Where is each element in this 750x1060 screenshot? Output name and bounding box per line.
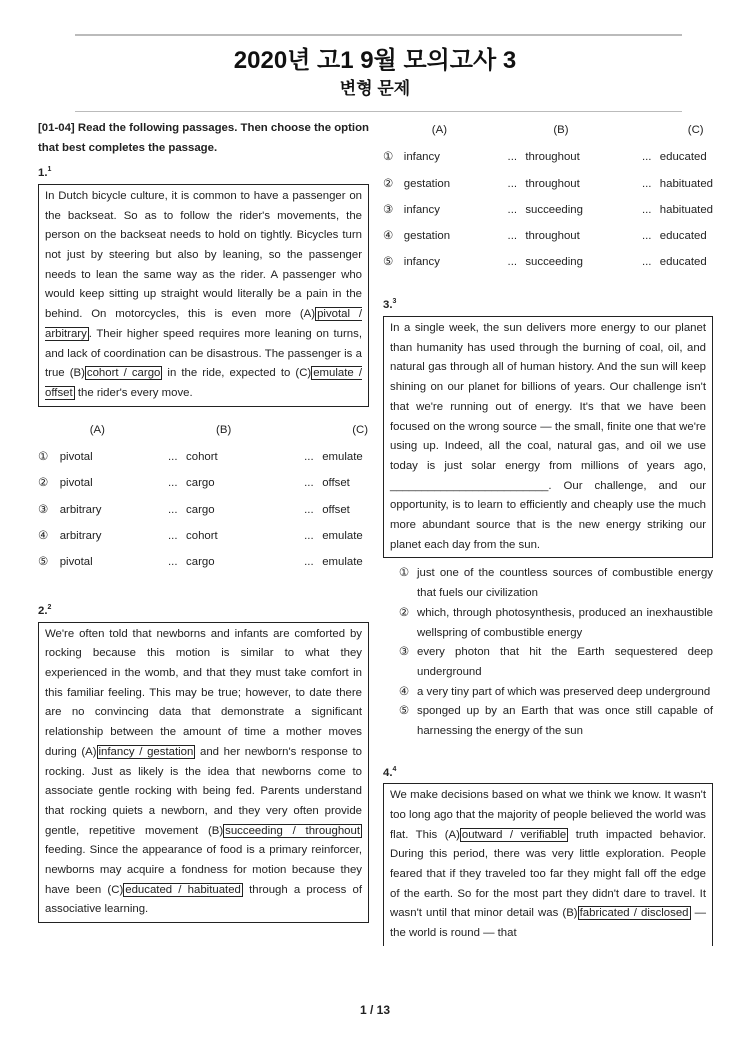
question-2-number: 2.$^2$ [38,604,52,617]
option-row[interactable]: ④ arbitrary ... cohort ... emulate [38,529,363,542]
question-2-passage: We're often told that newborns and infants are comforted by rocking because this motion is similar to what they experienced in the womb, and that they must take comfort in this familiar feeling. This may be true; however, to date there are no convincing data that demonstrate a significant relationship between the amount of time a mother moves during (A) infancy / gestation and her newborn's response to rocking. Just as likely is the idea that newborns come to associate gentle rocking with being fed. Parents understand that rocking quiets a newborn, and they very often provide gentle, repetitive movement (B) succeeding / throughout feeding. Since the appearance of food is a primary reinforcer, newborns may acquire a fondness for motion because they have been (C) educated / habituated through a process of associative learning. [38,622,369,924]
answer-blank: _________________________ [390,479,549,492]
header-rule [75,111,682,112]
choice-item[interactable]: ② which, through photosynthesis, produced an inexhaustible wellspring of combustible energy [398,606,713,639]
option-row[interactable]: ④ gestation ... throughout ... educated [383,230,707,243]
page-subtitle: 변형 문제 [339,79,411,98]
option-row[interactable]: ② pivotal ... cargo ... offset [38,477,350,490]
page-number: 1 / 13 [359,1003,391,1017]
choice-box-b: cohort / cargo [86,367,161,380]
option-row[interactable]: ⑤ pivotal ... cargo ... emulate [38,556,363,569]
choice-box-c: educated / habituated [125,883,241,896]
question-1-passage: In Dutch bicycle culture, it is common to have a passenger on the backseat. So as to follow the rider's movements, the person on the backseat needs to hold on tightly. Bicycles turn not just by steering but also by leaning, so the passenger needs to lean the same way as the rider. A passenger who would keep sitting up straight would literally be a pain in the behind. On motorcycles, this is even more (A) pivotal / arbitrary . Their higher speed requires more leaning on turns, and lack of coordination can be disastrous. The passenger is a true (B) cohort / cargo in the ride, expected to (C) emulate / offset the rider's every move. [38,184,369,407]
choice-box-a: outward / verifiable [461,828,567,841]
question-3-passage: In a single week, the sun delivers more energy to our planet than humanity has used through the burning of coal, oil, and natural gas through all of human history. And the sun will keep shining on our planet for billions of years. Our challenge isn't that we're running out of energy. It's that we have been focused on the wrong source — the small, finite one that we're using up. Indeed, all the coal, natural gas, and oil we use today is just solar energy from millions of years ago, _________________________. Our challenge, and our opportunity, is to learn to efficiently and cheaply use the much more abundant source that is the new energy striking our planet each day from the sun. [383,316,713,558]
question-3-number: 3.$^3$ [383,298,397,312]
choice-box-a: infancy / gestation [98,745,194,758]
question-3-choices [383,564,713,741]
left-column [38,119,369,923]
top-rule [75,34,682,36]
choice-box-a: pivotal / arbitrary [45,308,362,340]
choice-box-b: fabricated / disclosed [579,907,689,920]
option-row[interactable]: ① infancy ... throughout ... educated [383,151,707,164]
option-row[interactable]: ② gestation ... throughout ... habituated [383,177,713,190]
choice-item[interactable]: ③ every photon that hit the Earth sequestered deep underground [398,646,713,678]
option-row[interactable]: ③ arbitrary ... cargo ... offset [38,503,350,516]
choice-box-b: succeeding / throughout [225,824,360,837]
option-row[interactable]: ⑤ infancy ... succeeding ... educated [383,256,707,269]
option-row[interactable]: ① pivotal ... cohort ... emulate [38,450,363,463]
question-1-options: (A) (B) (C) ① pivotal ... cohort ... emulate ② pivotal ... cargo ... offset ③ arbitrary ... cargo ... offset ④ arbitrary ... cohort ... emulate ⑤ pivotal ... cargo ... emulate [38,417,369,576]
choice-item[interactable]: ① just one of the countless sources of combustible energy that fuels our civilization [398,567,713,600]
right-column [383,117,713,946]
question-1-number: 1.$^1$ [38,166,52,180]
question-4-passage: We make decisions based on what we think we know. It wasn't too long ago that the majority of people believed the world was flat. This (A) outward / verifiable truth impacted behavior. During this period, there was very little exploration. People feared that if they traveled too far they might fall off the edge of the earth. So for the most part they didn't dare to travel. It wasn't until that minor detail was (B) fabricated / disclosed — the world is round — that [383,783,713,946]
choice-item[interactable]: ④ a very tiny part of which was preserved deep underground [398,685,711,698]
choice-item[interactable]: ⑤ sponged up by an Earth that was once still capable of harnessing the energy of the sun [398,705,713,738]
question-2-options: (A) (B) (C) ① infancy ... throughout ... educated ② gestation ... throughout ... habituated ③ infancy ... succeeding ... habituated ④ gestation ... throughout ... educated ⑤ infancy ... succeeding ... educated [383,117,713,276]
instructions: [01-04] Read the following passages. Then choose the option that best completes the passage. [38,122,370,154]
choice-box-c: emulate / offset [45,367,362,399]
page-title: 2020년 고1 9월 모의고사 3 [233,47,517,74]
option-row[interactable]: ③ infancy ... succeeding ... habituated [383,203,713,216]
question-4-number: 4.$^4$ [383,765,397,779]
